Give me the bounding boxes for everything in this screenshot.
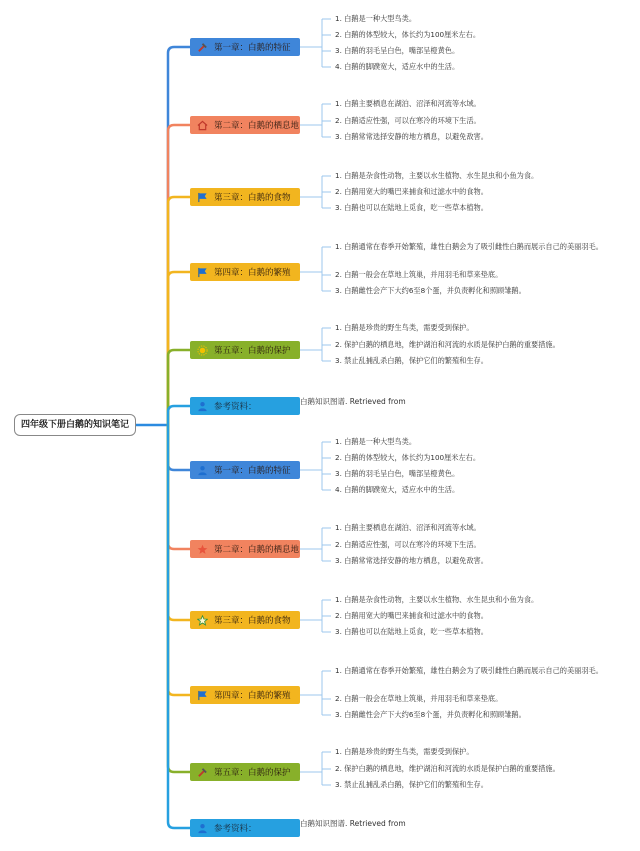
leaf-item: 3. 白鹅常常选择安静的地方栖息，以避免敌害。	[335, 556, 488, 565]
leaf-item: 2. 白鹅用宽大的嘴巴来捕食和过滤水中的食物。	[335, 187, 488, 196]
branch-node[interactable]	[190, 116, 300, 134]
branch-title: 第五章：白鹅的保护	[214, 346, 291, 356]
star-outline-icon	[196, 614, 208, 626]
leaf-item: 1. 白鹅是杂食性动物，主要以水生植物、水生昆虫和小鱼为食。	[335, 595, 539, 604]
branch-title: 第三章：白鹅的食物	[214, 616, 291, 626]
sun-icon	[196, 344, 208, 356]
person-icon	[196, 822, 208, 834]
leaf-item: 2. 白鹅的体型较大，体长约为100厘米左右。	[335, 30, 481, 39]
leaf-item: 2. 保护白鹅的栖息地，维护湖泊和河流的水质是保护白鹅的重要措施。	[335, 340, 560, 349]
leaf-item: 3. 禁止乱捕乱杀白鹅，保护它们的繁殖和生存。	[335, 356, 488, 365]
branch-title: 第一章：白鹅的特征	[214, 466, 291, 476]
branch-title: 第四章：白鹅的繁殖	[214, 268, 291, 278]
tools-icon	[196, 766, 208, 778]
branch-node[interactable]	[190, 188, 300, 206]
branch-node[interactable]	[190, 686, 300, 704]
leaf-item: 白鹅知识图谱. Retrieved from	[300, 397, 406, 406]
person-icon	[196, 400, 208, 412]
branch-title: 第四章：白鹅的繁殖	[214, 691, 291, 701]
leaf-item: 4. 白鹅的脚蹼宽大，适应水中的生活。	[335, 485, 460, 494]
branch-title: 第二章：白鹅的栖息地	[214, 121, 300, 131]
branch-node[interactable]	[190, 461, 300, 479]
leaf-item: 3. 白鹅雌性会产下大约6至8个蛋，并负责孵化和照顾雏鹅。	[335, 710, 526, 719]
leaf-item: 2. 白鹅适应性强，可以在寒冷的环境下生活。	[335, 116, 481, 125]
person-icon	[196, 464, 208, 476]
branch-node[interactable]	[190, 540, 300, 558]
branch-node[interactable]	[190, 611, 300, 629]
leaf-item: 3. 白鹅也可以在陆地上觅食，吃一些草本植物。	[335, 203, 488, 212]
leaf-item: 2. 白鹅的体型较大，体长约为100厘米左右。	[335, 453, 481, 462]
leaf-item: 1. 白鹅通常在春季开始繁殖，雄性白鹅会为了吸引雌性白鹅而展示自己的美丽羽毛。	[335, 242, 603, 251]
branch-title: 第五章：白鹅的保护	[214, 768, 291, 778]
leaf-item: 3. 白鹅雌性会产下大约6至8个蛋，并负责孵化和照顾雏鹅。	[335, 286, 526, 295]
branch-node[interactable]	[190, 763, 300, 781]
leaf-item: 2. 白鹅适应性强，可以在寒冷的环境下生活。	[335, 540, 481, 549]
star-icon	[196, 543, 208, 555]
leaf-item: 1. 白鹅是一种大型鸟类。	[335, 437, 417, 446]
flag-icon	[196, 266, 208, 278]
leaf-item: 3. 白鹅常常选择安静的地方栖息，以避免敌害。	[335, 132, 488, 141]
leaf-item: 3. 禁止乱捕乱杀白鹅，保护它们的繁殖和生存。	[335, 780, 488, 789]
leaf-item: 3. 白鹅也可以在陆地上觅食，吃一些草本植物。	[335, 627, 488, 636]
leaf-item: 1. 白鹅是珍贵的野生鸟类，需要受到保护。	[335, 747, 474, 756]
branch-node[interactable]	[190, 38, 300, 56]
leaf-item: 1. 白鹅是杂食性动物，主要以水生植物、水生昆虫和小鱼为食。	[335, 171, 539, 180]
leaf-item: 2. 白鹅一般会在草地上筑巢，并用羽毛和草来垫底。	[335, 694, 503, 703]
branch-title: 第二章：白鹅的栖息地	[214, 545, 300, 555]
leaf-item: 1. 白鹅是一种大型鸟类。	[335, 14, 417, 23]
leaf-item: 2. 保护白鹅的栖息地，维护湖泊和河流的水质是保护白鹅的重要措施。	[335, 764, 560, 773]
leaf-item: 2. 白鹅一般会在草地上筑巢，并用羽毛和草来垫底。	[335, 270, 503, 279]
branch-node[interactable]	[190, 263, 300, 281]
branch-node[interactable]	[190, 341, 300, 359]
branch-title: 参考资料：	[214, 402, 257, 412]
leaf-item: 1. 白鹅通常在春季开始繁殖，雄性白鹅会为了吸引雌性白鹅而展示自己的美丽羽毛。	[335, 666, 603, 675]
flag-icon	[196, 191, 208, 203]
leaf-item: 1. 白鹅主要栖息在湖泊、沼泽和河流等水域。	[335, 523, 481, 532]
leaf-item: 3. 白鹅的羽毛呈白色，嘴部呈橙黄色。	[335, 469, 460, 478]
flag-icon	[196, 689, 208, 701]
branch-title: 参考资料：	[214, 824, 257, 834]
leaf-item: 4. 白鹅的脚蹼宽大，适应水中的生活。	[335, 62, 460, 71]
leaf-item: 白鹅知识图谱. Retrieved from	[300, 819, 406, 828]
leaf-item: 1. 白鹅主要栖息在湖泊、沼泽和河流等水域。	[335, 99, 481, 108]
branch-title: 第一章：白鹅的特征	[214, 43, 291, 53]
home-icon	[196, 119, 208, 131]
root-node[interactable]: 四年级下册白鹅的知识笔记	[14, 414, 136, 436]
tools-icon	[196, 41, 208, 53]
branch-node[interactable]	[190, 397, 300, 415]
leaf-item: 3. 白鹅的羽毛呈白色，嘴部呈橙黄色。	[335, 46, 460, 55]
branch-title: 第三章：白鹅的食物	[214, 193, 291, 203]
leaf-item: 2. 白鹅用宽大的嘴巴来捕食和过滤水中的食物。	[335, 611, 488, 620]
leaf-item: 1. 白鹅是珍贵的野生鸟类，需要受到保护。	[335, 323, 474, 332]
branch-node[interactable]	[190, 819, 300, 837]
